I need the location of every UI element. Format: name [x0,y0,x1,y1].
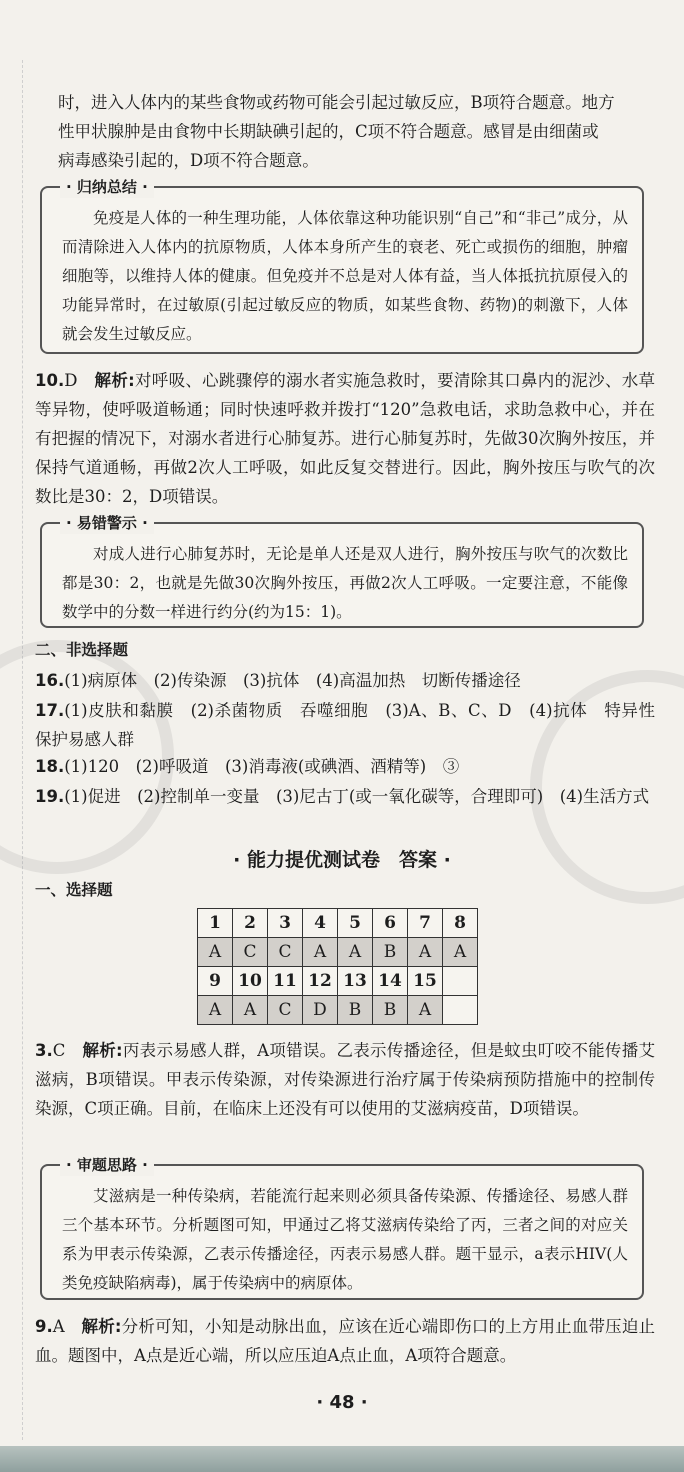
q3-analysis-text: 丙表示易感人群，A项错误。乙表示传播途径，但是蚊虫叮咬不能传播艾滋病，B项错误。甲表示传染源，对传染源进行治疗属于传染病预防措施中的控制传染源，C项正确。目前，在临床上还没有可以使用的艾滋病疫苗，D项错误。 [35,1041,655,1118]
table-cell: C [268,996,303,1025]
thinking-box [40,1156,644,1300]
q16-text: (1)病原体 (2)传染源 (3)抗体 (4)高温加热 切断传播途径 [64,671,521,690]
q10-explanation [35,366,655,511]
q10-analysis-label: 解析: [94,371,135,390]
q17-answer [35,696,672,754]
warning-box-tag: · 易错警示 · [60,512,154,534]
table-cell: B [338,996,373,1025]
table-cell: A [408,938,443,967]
answer-table-answer-row-2 [198,996,478,1025]
table-cell: 13 [338,967,373,996]
answer-table-number-row-1 [198,909,478,938]
answer-table-number-row-2 [198,967,478,996]
table-cell: 14 [373,967,408,996]
q9-continuation-line-3: 病毒感染引起的，D项不符合题意。 [58,151,319,170]
page-number: · 48 · [316,1392,368,1413]
q10-number: 10. [35,371,65,390]
answer-table-answer-row-1 [198,938,478,967]
table-cell: 12 [303,967,338,996]
thinking-box-tag: · 审题思路 · [60,1154,154,1176]
table-cell: 5 [338,909,373,938]
q19-number: 19. [35,787,65,806]
table-cell: A [408,996,443,1025]
summary-box-text: 免疫是人体的一种生理功能，人体依靠这种功能识别“自己”和“非己”成分，从而清除进入人体内的抗原物质，人体本身所产生的衰老、死亡或损伤的细胞，肿瘤细胞等，以维持人体的健康。但免疫并不总是对人体有益，当人体抵抗抗原侵入的功能异常时，在过敏原(引起过敏反应的物质，如某些食物、药物)的刺激下，人体就会发生过敏反应。 [62,209,628,343]
table-cell: A [198,996,233,1025]
q9-analysis-text: 分析可知，小知是动脉出血，应该在近心端即伤口的上方用止血带压迫止血。题图中，A点是近心端，所以应压迫A点止血，A项符合题意。 [35,1317,656,1365]
answer-table [197,908,478,1025]
table-cell: 3 [268,909,303,938]
warning-box-text: 对成人进行心肺复苏时，无论是单人还是双人进行，胸外按压与吹气的次数比都是30：2，也就是先做30次胸外按压，再做2次人工呼吸。一定要注意，不能像数学中的分数一样进行约分(约为15：1)。 [62,545,628,621]
table-cell: A [303,938,338,967]
q9-answer: A [52,1317,65,1336]
bottom-edge-strip [0,1446,684,1472]
table-cell: 2 [233,909,268,938]
q9-analysis-label: 解析: [81,1317,122,1336]
table-cell: 11 [268,967,303,996]
summary-box [40,178,644,354]
q19-text: (1)促进 (2)控制单一变量 (3)尼古丁(或一氧化碳等，合理即可) (4)生活方式 [64,787,650,806]
q16-answer [35,666,655,695]
table-cell: D [303,996,338,1025]
q17-text: (1)皮肤和黏膜 (2)杀菌物质 吞噬细胞 (3)A、B、C、D (4)抗体 特异性 保护易感人群 [35,701,672,749]
test-answers-title: · 能力提优测试卷 答案 · [233,849,451,871]
table-cell: A [198,938,233,967]
table-cell: 1 [198,909,233,938]
q10-analysis-text: 对呼吸、心跳骤停的溺水者实施急救时，要清除其口鼻内的泥沙、水草等异物，使呼吸道畅通；同时快速呼救并拨打“120”急救电话，求助急救中心，并在有把握的情况下，对溺水者进行心肺复苏。进行心肺复苏时，先做30次胸外按压，并保持气道通畅，再做2次人工呼吸，如此反复交替进行。因此，胸外按压与吹气的次数比是30：2，D项错误。 [35,371,656,506]
table-cell: 8 [443,909,478,938]
q3-number: 3. [35,1041,53,1060]
section-choice-heading: 一、选择题 [35,881,113,899]
q16-number: 16. [35,671,65,690]
table-cell: C [233,938,268,967]
table-cell: C [268,938,303,967]
q10-answer: D [64,371,78,390]
table-cell: A [233,996,268,1025]
table-cell: B [373,938,408,967]
q9-explanation [35,1312,655,1370]
table-cell: B [373,996,408,1025]
table-cell: A [443,938,478,967]
table-cell: 9 [198,967,233,996]
section-nonchoice-heading: 二、非选择题 [35,641,129,659]
thinking-box-text: 艾滋病是一种传染病，若能流行起来则必须具备传染源、传播途径、易感人群三个基本环节。分析题图可知，甲通过乙将艾滋病传染给了丙，三者之间的对应关系为甲表示传染源，乙表示传播途径，丙表示易感人群。题干显示，a表示HIV(人类免疫缺陷病毒)，属于传染病中的病原体。 [62,1187,628,1292]
q18-number: 18. [35,757,65,776]
table-cell: A [338,938,373,967]
table-cell: 7 [408,909,443,938]
q3-answer: C [52,1041,66,1060]
q9-number: 9. [35,1317,53,1336]
table-cell: 15 [408,967,443,996]
table-cell-empty [443,967,478,996]
table-cell: 10 [233,967,268,996]
q9-continuation-line-1: 时，进入人体内的某些食物或药物可能会引起过敏反应，B项符合题意。地方 [58,93,615,112]
table-cell-empty [443,996,478,1025]
q18-text: (1)120 (2)呼吸道 (3)消毒液(或碘酒、酒精等) ③ [64,757,460,776]
table-cell: 4 [303,909,338,938]
q18-answer [35,752,655,781]
q19-answer [35,782,655,811]
q17-number: 17. [35,701,65,720]
table-cell: 6 [373,909,408,938]
q3-explanation [35,1036,655,1123]
q3-analysis-label: 解析: [82,1041,123,1060]
q9-continuation-line-2: 性甲状腺肿是由食物中长期缺碘引起的，C项不符合题意。感冒是由细菌或 [58,122,599,141]
warning-box [40,514,644,628]
summary-box-tag: · 归纳总结 · [60,176,154,198]
